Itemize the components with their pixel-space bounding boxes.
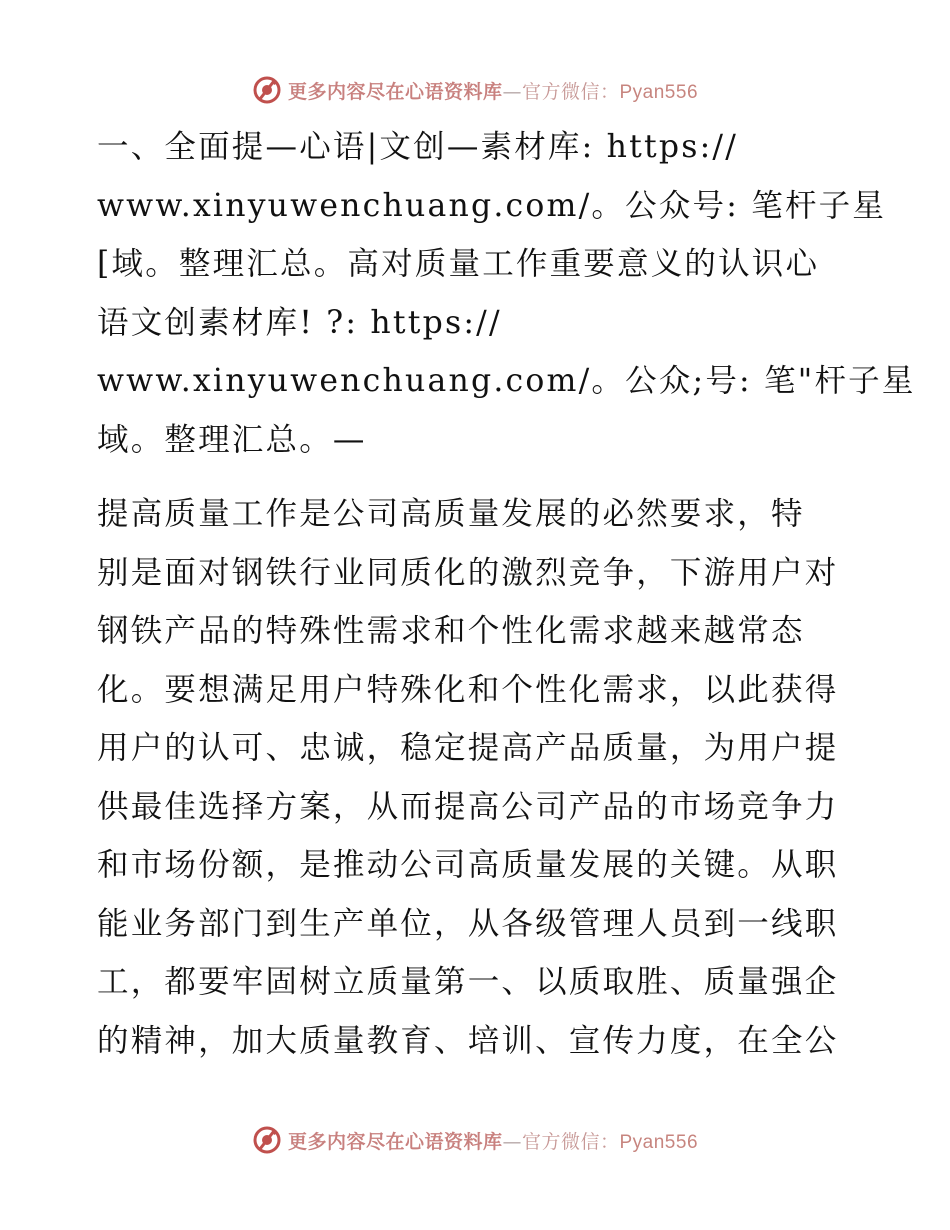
text-line: 工，都要牢固树立质量第一、以质取胜、质量强企 xyxy=(97,964,839,1000)
banner-dash: — xyxy=(502,1130,522,1153)
header-banner xyxy=(0,70,950,110)
text-line: 钢铁产品的特殊性需求和个性化需求越来越常态 xyxy=(97,613,805,649)
paragraph-intro xyxy=(97,118,916,469)
text-line: 能业务部门到生产单位，从各级管理人员到一线职 xyxy=(97,905,839,942)
banner-title: 更多内容尽在心语资料库 xyxy=(287,1130,503,1153)
text-line: 化。要想满足用户特殊化和个性化需求，以此获得 xyxy=(97,671,839,708)
text-line: 语文创素材库! ?: https:// xyxy=(97,304,502,341)
text-line: 的精神，加大质量教育、培训、宣传力度，在全公 xyxy=(97,1022,839,1059)
logo-icon xyxy=(252,75,282,105)
text-line: 用户的认可、忠诚，稳定提高产品质量，为用户提 xyxy=(97,730,839,766)
text-line: 和市场份额，是推动公司高质量发展的关键。从职 xyxy=(97,847,839,883)
text-line: www.xinyuwenchuang.com/。公众;号: 笔"杆子星 xyxy=(97,363,916,399)
text-line: 供最佳选择方案，从而提高公司产品的市场竞争力 xyxy=(97,788,839,825)
banner-wechat-label: 官方微信： xyxy=(521,80,620,103)
text-line: 一、全面提—心语|文创—素材库: https:// xyxy=(97,129,739,165)
text-line: 提高质量工作是公司高质量发展的必然要求，特 xyxy=(97,496,805,532)
paragraph-body xyxy=(97,485,857,1070)
banner-wechat-label: 官方微信： xyxy=(521,1130,620,1153)
text-line: [域。整理汇总。高对质量工作重要意义的认识心 xyxy=(97,246,820,282)
text-line: www.xinyuwenchuang.com/。公众号: 笔杆子星 xyxy=(97,187,887,224)
banner-wechat-id: Pyan556 xyxy=(619,81,699,103)
banner-text xyxy=(288,1127,698,1154)
logo-icon xyxy=(252,1125,282,1155)
banner-text xyxy=(288,77,698,104)
banner-title: 更多内容尽在心语资料库 xyxy=(287,80,503,103)
text-line: 别是面对钢铁行业同质化的激烈竞争，下游用户对 xyxy=(97,554,839,591)
text-line: 域。整理汇总。— xyxy=(97,421,367,458)
banner-wechat-id: Pyan556 xyxy=(619,1131,699,1153)
banner-dash: — xyxy=(502,80,522,103)
footer-banner xyxy=(0,1120,950,1160)
